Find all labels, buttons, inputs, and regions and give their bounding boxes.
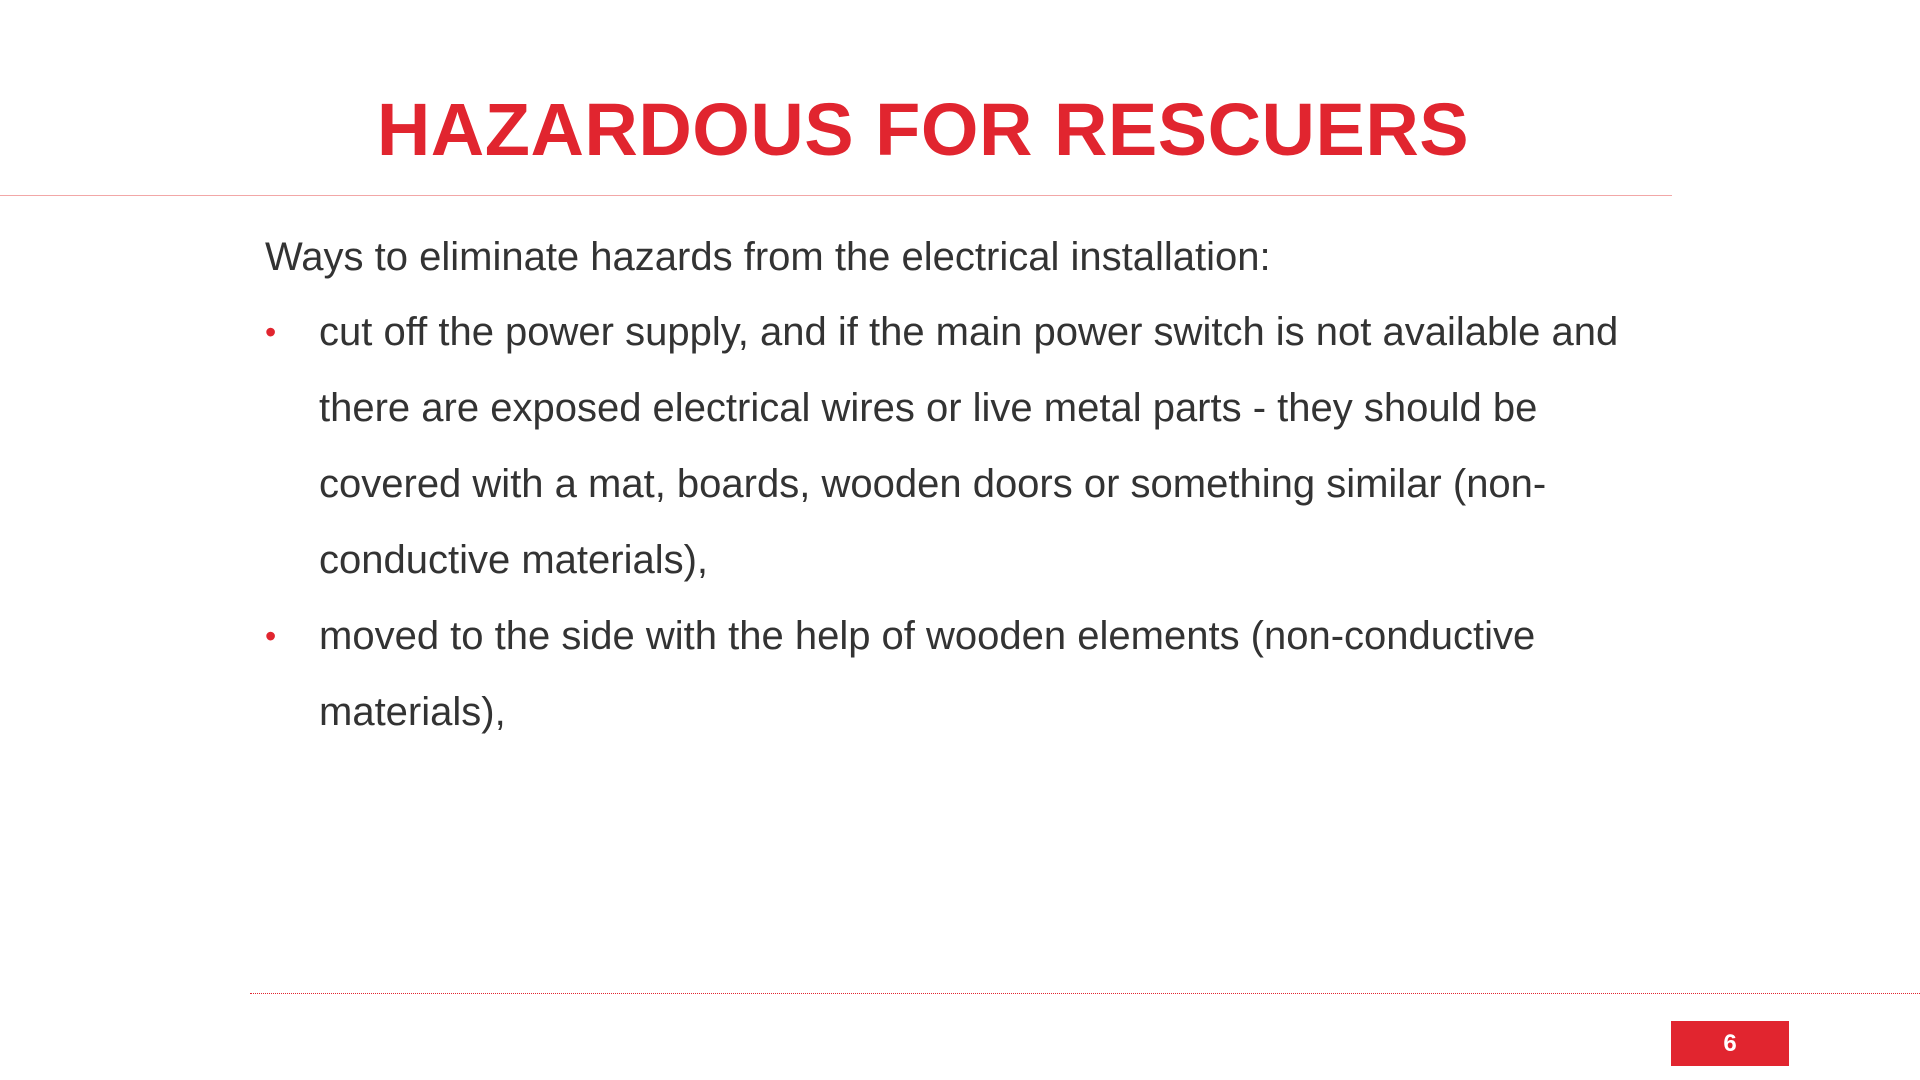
bullet-item bbox=[265, 294, 1665, 598]
slide-title: HAZARDOUS FOR RESCUERS bbox=[376, 88, 1470, 171]
bullet-text: moved to the side with the help of wooden elements (non-conductive materials), bbox=[319, 614, 1536, 734]
bullet-icon: • bbox=[265, 618, 277, 654]
bullet-list bbox=[265, 294, 1665, 750]
bullet-text: cut off the power supply, and if the main power switch is not available and there are exposed electrical wires or live metal parts - they should be covered with a mat, boards, wooden doors or something similar (non-conductive materials), bbox=[319, 310, 1619, 582]
page-number-badge bbox=[1671, 1021, 1789, 1066]
page-number: 6 bbox=[1723, 1030, 1737, 1057]
bullet-item bbox=[265, 598, 1665, 750]
bullet-icon: • bbox=[265, 314, 277, 350]
slide-body bbox=[265, 228, 1665, 750]
title-divider bbox=[0, 195, 1672, 196]
footer-divider bbox=[250, 993, 1920, 994]
intro-text: Ways to eliminate hazards from the electrical installation: bbox=[265, 235, 1271, 279]
